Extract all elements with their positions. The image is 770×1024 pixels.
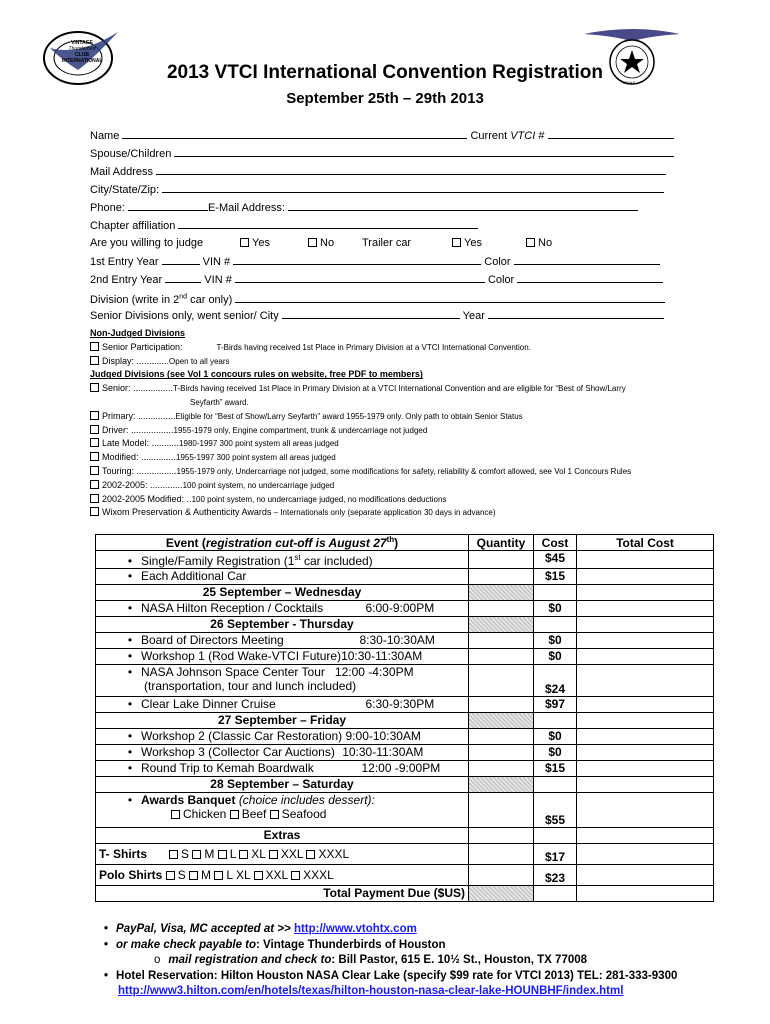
driver-desc: 1955-1979 only, Engine compartment, trunk & undercarriage not judged [173, 425, 428, 435]
trailer-no-label: No [538, 237, 553, 249]
additional-car: Each Additional Car [141, 569, 247, 583]
driver-label: Driver: ................. [102, 424, 174, 435]
modified-desc: 1955-1997 300 point system all areas judged [176, 453, 336, 463]
qty-cell[interactable] [469, 793, 534, 828]
size-xl: XL [235, 868, 251, 882]
total-cell[interactable] [577, 665, 714, 697]
total-cell[interactable] [577, 865, 714, 886]
logo-text-top: VINTAGE [71, 40, 93, 46]
empty-cell [577, 777, 714, 793]
qty-cell[interactable] [469, 745, 534, 761]
day-27-heading: 27 September – Friday [96, 713, 469, 729]
entry2-color-label: Color [487, 274, 515, 286]
primary-label: Primary: ............... [102, 410, 176, 421]
size-m: M [201, 868, 212, 882]
shaded-cell [469, 585, 534, 601]
event-header: Event (registration cut-off is August 27th) [96, 535, 469, 551]
shaded-cell [469, 886, 534, 902]
entry2-year-field[interactable] [165, 270, 201, 283]
division-field[interactable] [235, 290, 665, 303]
table-row: • Workshop 3 (Collector Car Auctions) 10:30-11:30AM $0 [96, 745, 714, 761]
board-time: 8:30-10:30AM [359, 633, 435, 647]
y2002-checkbox[interactable] [90, 480, 99, 489]
qty-cell[interactable] [469, 697, 534, 713]
empty-cell [534, 617, 577, 633]
wixom-desc: – Internationals only (separate application 30 days in advance) [271, 508, 496, 518]
display-desc: Open to all years [169, 356, 230, 366]
y2002-modified-label: 2002-2005 Modified: .. [102, 493, 192, 504]
divisions-section [90, 327, 690, 520]
extras-heading: Extras [96, 828, 469, 844]
registration-form [90, 126, 680, 324]
table-row: • Each Additional Car $15 [96, 569, 714, 585]
total-cell[interactable] [577, 761, 714, 777]
senior-checkbox[interactable] [90, 383, 99, 392]
entry2-color-field[interactable] [517, 270, 663, 283]
entry1-label: 1st Entry Year [90, 256, 159, 268]
size-xxxl: XXXL [318, 847, 350, 861]
beef-label: Beef [241, 807, 267, 821]
tshirt-xl-checkbox[interactable] [239, 850, 248, 859]
polo-cost: $23 [534, 865, 577, 886]
kemah-time: 12:00 -9:00PM [361, 761, 441, 775]
total-cell[interactable] [577, 601, 714, 617]
seafood-checkbox[interactable] [270, 810, 279, 819]
table-row: • Workshop 2 (Classic Car Restoration) 9:00-10:30AM $0 [96, 729, 714, 745]
judge-yes-label: Yes [252, 237, 270, 249]
polo-xxxl-checkbox[interactable] [291, 871, 300, 880]
size-xxxl: XXXL [303, 868, 334, 882]
jsc-time: 12:00 -4:30PM [334, 665, 414, 679]
size-xl: XL [251, 847, 266, 861]
name-label: Name [90, 130, 120, 142]
payment-notes: • PayPal, Visa, MC accepted at >> http://www.vtohtx.com • or make check payable to: Vintage Thunderbirds of Houston o mail registration and check to: Bill Pastor, 615 E. 10½ St., Houston, TX 77008 • Hotel Reservation: Hilton Houston NASA Clear Lake (specify $99 rate for VTCI 2013) TEL: 281-333-9300 http://www3.hilton.com/en/hotels/texas/hilton-houston-nasa-clear-lake-HOUNBHF/index.html [118, 922, 677, 1000]
day-row [96, 585, 714, 601]
late-model-label: Late Model: ........... [102, 438, 180, 449]
jsc-cost: $24 [534, 665, 577, 697]
polo-xxl-checkbox[interactable] [254, 871, 263, 880]
chicken-checkbox[interactable] [171, 810, 180, 819]
empty-cell [534, 828, 577, 844]
touring-checkbox[interactable] [90, 466, 99, 475]
cost-header: Cost [534, 535, 577, 551]
entry2-label: 2nd Entry Year [90, 274, 163, 286]
paypal-link[interactable]: http://www.vtohtx.com [293, 923, 417, 935]
qty-cell[interactable] [469, 865, 534, 886]
page-title: 2013 VTCI International Convention Registration [166, 62, 603, 83]
senior-city-field[interactable] [282, 306, 460, 319]
shaded-cell [469, 617, 534, 633]
workshop-2-time: 9:00-10:30AM [345, 729, 421, 743]
tshirt-l-checkbox[interactable] [218, 850, 227, 859]
senior-label: Senior: ................ [102, 383, 174, 394]
day-28-heading: 28 September – Saturday [96, 777, 469, 793]
qty-cell[interactable] [469, 761, 534, 777]
entry1-color-field[interactable] [514, 252, 660, 265]
seafood-label: Seafood [281, 807, 327, 821]
senior-year-field[interactable] [488, 306, 664, 319]
qty-cell[interactable] [469, 569, 534, 585]
jsc-event: NASA Johnson Space Center Tour [141, 665, 325, 679]
kemah-cost: $15 [534, 761, 577, 777]
senior-year-label: Year [462, 310, 485, 322]
total-row [96, 886, 714, 902]
total-cell[interactable] [577, 649, 714, 665]
spouse-field[interactable] [174, 144, 674, 157]
tshirt-xxl-checkbox[interactable] [269, 850, 278, 859]
total-cell[interactable] [577, 551, 714, 569]
logo-text-bottom: CLUB INTERNATIONAL [62, 52, 103, 64]
workshop-1-event: Workshop 1 (Rod Wake-VTCI Future) [141, 649, 342, 663]
size-s: S [181, 847, 190, 861]
mail-address: : Bill Pastor, 615 E. 10½ St., Houston, TX 77008 [331, 954, 588, 966]
beef-checkbox[interactable] [230, 810, 239, 819]
modified-checkbox[interactable] [90, 452, 99, 461]
hotel-note: Hotel Reservation: Hilton Houston NASA Clear Lake (specify $99 rate for VTCI 2013) TEL: 281-333-9300 [116, 969, 678, 982]
size-xxl: XXL [280, 847, 304, 861]
quantity-header: Quantity [469, 535, 534, 551]
primary-desc: Eligible for “Best of Show/Larry Seyfarth” award 1955-1979 only. Only path to obtain Senior Status [175, 411, 523, 421]
entry1-vin-label: VIN # [202, 256, 231, 268]
senior-city-label: Senior Divisions only, went senior/ City [90, 310, 279, 322]
chicken-label: Chicken [183, 807, 227, 821]
logo-text-mid: Thunderbird [68, 46, 96, 52]
nasa-hilton-event: NASA Hilton Reception / Cocktails [141, 601, 324, 615]
table-row: • Round Trip to Kemah Boardwalk 12:00 -9:00PM $15 [96, 761, 714, 777]
email-label: E-Mail Address: [207, 202, 285, 214]
entry1-color-label: Color [484, 256, 511, 268]
workshop-3-event: Workshop 3 (Collector Car Auctions) [141, 745, 335, 759]
polo-m-checkbox[interactable] [189, 871, 198, 880]
workshop-1-cost: $0 [534, 649, 577, 665]
additional-cost: $15 [534, 569, 577, 585]
empty-cell [577, 713, 714, 729]
polo-label: Polo Shirts [99, 868, 163, 882]
judge-label: Are you willing to judge [90, 237, 204, 249]
senior-participation-desc: T-Birds having received 1st Place in Primary Division at a VTCI International Convention. [216, 342, 531, 352]
judge-no-checkbox[interactable] [308, 238, 317, 247]
total-cell[interactable] [577, 633, 714, 649]
page-dates: September 25th – 29th 2013 [286, 90, 484, 107]
clear-lake-event: Clear Lake Dinner Cruise [141, 697, 276, 711]
modified-label: Modified: .............. [102, 452, 177, 463]
shaded-cell [469, 777, 534, 793]
touring-desc: 1955-1979 only, Undercarriage not judged, some modifications for safety, reliability & comfort allowed, see Vol 1 Concours Rules [176, 466, 632, 476]
entry1-year-field[interactable] [162, 252, 200, 265]
primary-checkbox[interactable] [90, 411, 99, 420]
empty-cell [534, 886, 577, 902]
trailer-yes-label: Yes [464, 237, 482, 249]
city-label: City/State/Zip: [90, 184, 160, 196]
y2002-label: 2002-2005: ............. [102, 479, 183, 490]
clear-lake-cost: $97 [534, 697, 577, 713]
y2002-modified-desc: 100 point system, no undercarriage judged, no modifications deductions [191, 494, 447, 504]
day-row [96, 777, 714, 793]
wixom-checkbox[interactable] [90, 507, 99, 516]
workshop-2-event: Workshop 2 (Classic Car Restoration) [141, 729, 343, 743]
workshop-1-time: 10:30-11:30AM [341, 649, 423, 663]
senior-participation-label: Senior Participation: [102, 341, 183, 352]
senior-desc: T-Birds having received 1st Place in Primary Division at a VTCI International Convention and are eligible for “Best of Show/Larry [173, 384, 626, 394]
board-event: Board of Directors Meeting [141, 633, 284, 647]
size-s: S [177, 868, 186, 882]
table-row: • NASA Johnson Space Center Tour 12:00 -4:30PM (transportation, tour and lunch included) $24 [96, 665, 714, 697]
table-row [96, 865, 714, 886]
display-label: Display: ............. [102, 355, 170, 366]
tshirt-xxxl-checkbox[interactable] [306, 850, 315, 859]
extras-row [96, 828, 714, 844]
clear-lake-time: 6:30-9:30PM [365, 697, 435, 711]
empty-cell [534, 713, 577, 729]
polo-l-checkbox[interactable] [214, 871, 223, 880]
tshirt-cost: $17 [534, 844, 577, 865]
empty-cell [577, 828, 714, 844]
qty-cell[interactable] [469, 601, 534, 617]
table-row: • Awards Banquet (choice includes dessert): Chicken Beef Seafood $55 [96, 793, 714, 828]
workshop-3-time: 10:30-11:30AM [342, 745, 424, 759]
total-due-cell[interactable] [577, 886, 714, 902]
day-26-heading: 26 September - Thursday [96, 617, 469, 633]
empty-cell [534, 777, 577, 793]
trailer-label: Trailer car [362, 237, 412, 249]
qty-cell[interactable] [469, 665, 534, 697]
qty-cell[interactable] [469, 844, 534, 865]
total-cell[interactable] [577, 745, 714, 761]
day-row [96, 713, 714, 729]
total-header: Total Cost [577, 535, 714, 551]
trailer-yes-checkbox[interactable] [452, 238, 461, 247]
qty-cell[interactable] [469, 729, 534, 745]
display-checkbox[interactable] [90, 356, 99, 365]
division-label: Division (write in 2nd car only) [90, 293, 233, 306]
chapter-field[interactable] [178, 216, 478, 229]
entry2-vin-label: VIN # [204, 274, 232, 286]
wixom-label: Wixom Preservation & Authenticity Awards [102, 507, 272, 518]
nasa-hilton-time: 6:00-9:00PM [365, 601, 435, 615]
table-row: • Workshop 1 (Rod Wake-VTCI Future)10:30-11:30AM $0 [96, 649, 714, 665]
empty-cell [469, 828, 534, 844]
judged-heading: Judged Divisions (see Vol 1 concours rules on website, free PDF to members) [90, 369, 423, 380]
total-cell[interactable] [577, 569, 714, 585]
day-row [96, 617, 714, 633]
tshirt-s-checkbox[interactable] [169, 850, 178, 859]
qty-cell[interactable] [469, 551, 534, 569]
banquet-cost: $55 [534, 793, 577, 828]
tshirts-label: T- Shirts [99, 847, 148, 861]
board-cost: $0 [534, 633, 577, 649]
total-due-label: Total Payment Due ($US) [96, 886, 469, 902]
email-field[interactable] [288, 198, 638, 211]
size-l: L [226, 868, 233, 882]
total-cell[interactable] [577, 844, 714, 865]
workshop-3-cost: $0 [534, 745, 577, 761]
qty-cell[interactable] [469, 649, 534, 665]
table-row [96, 844, 714, 865]
mail-field[interactable] [156, 162, 666, 175]
empty-cell [534, 585, 577, 601]
logo-texas-label: TEXAS [622, 80, 636, 85]
driver-checkbox[interactable] [90, 425, 99, 434]
y2002-desc: 100 point system, no undercarriage judged [182, 480, 335, 490]
judge-yes-checkbox[interactable] [240, 238, 249, 247]
banquet-note: (choice includes dessert): [238, 793, 375, 807]
qty-cell[interactable] [469, 633, 534, 649]
phone-label: Phone: [90, 202, 125, 214]
check-note: or make check payable to [116, 938, 257, 951]
entry2-vin-field[interactable] [235, 270, 485, 283]
chapter-label: Chapter affiliation [90, 220, 176, 232]
shaded-cell [469, 713, 534, 729]
entry1-vin-field[interactable] [233, 252, 481, 265]
banquet-event: Awards Banquet [141, 793, 236, 807]
kemah-event: Round Trip to Kemah Boardwalk [141, 761, 314, 775]
total-cell[interactable] [577, 729, 714, 745]
city-field[interactable] [162, 180, 664, 193]
judge-no-label: No [320, 237, 335, 249]
touring-label: Touring: ................ [102, 465, 177, 476]
table-header-row [96, 535, 714, 551]
nasa-hilton-cost: $0 [534, 601, 577, 617]
empty-cell [577, 585, 714, 601]
size-m: M [204, 847, 215, 861]
single-cost: $45 [534, 551, 577, 569]
workshop-2-cost: $0 [534, 729, 577, 745]
current-vtci-label: Current VTCI # [470, 130, 545, 142]
size-l: L [229, 847, 236, 861]
check-payee: : Vintage Thunderbirds of Houston [256, 938, 446, 951]
y2002-modified-checkbox[interactable] [90, 494, 99, 503]
table-row: • NASA Hilton Reception / Cocktails 6:00-9:00PM $0 [96, 601, 714, 617]
tshirt-m-checkbox[interactable] [192, 850, 201, 859]
empty-cell [577, 617, 714, 633]
polo-s-checkbox[interactable] [166, 871, 175, 880]
total-cell[interactable] [577, 697, 714, 713]
phone-field[interactable] [128, 198, 208, 211]
name-field[interactable] [122, 126, 467, 139]
late-model-checkbox[interactable] [90, 438, 99, 447]
mail-note: mail registration and check to [168, 954, 332, 966]
senior-desc-2: Seyfarth” award. [190, 397, 249, 407]
senior-participation-checkbox[interactable] [90, 342, 99, 351]
table-row: • Clear Lake Dinner Cruise 6:30-9:30PM $97 [96, 697, 714, 713]
mail-label: Mail Address [90, 166, 153, 178]
trailer-no-checkbox[interactable] [526, 238, 535, 247]
event-table [95, 534, 714, 902]
jsc-desc: (transportation, tour and lunch included) [144, 679, 357, 693]
spouse-label: Spouse/Children [90, 148, 172, 160]
paypal-note: PayPal, Visa, MC accepted at >> [116, 923, 291, 935]
table-row: • Board of Directors Meeting 8:30-10:30AM $0 [96, 633, 714, 649]
late-model-desc: 1980-1997 300 point system all areas judged [179, 439, 339, 449]
single-registration: Single/Family Registration (1st car included) [141, 553, 373, 568]
day-25-heading: 25 September – Wednesday [96, 585, 469, 601]
non-judged-heading: Non-Judged Divisions [90, 328, 186, 338]
size-xxl: XXL [265, 868, 288, 882]
total-cell[interactable] [577, 793, 714, 828]
current-vtci-field[interactable] [548, 126, 674, 139]
table-row: • Single/Family Registration (1st car included) $45 [96, 551, 714, 569]
hotel-link[interactable]: http://www3.hilton.com/en/hotels/texas/hilton-houston-nasa-clear-lake-HOUNBHF/index.html [118, 985, 624, 997]
